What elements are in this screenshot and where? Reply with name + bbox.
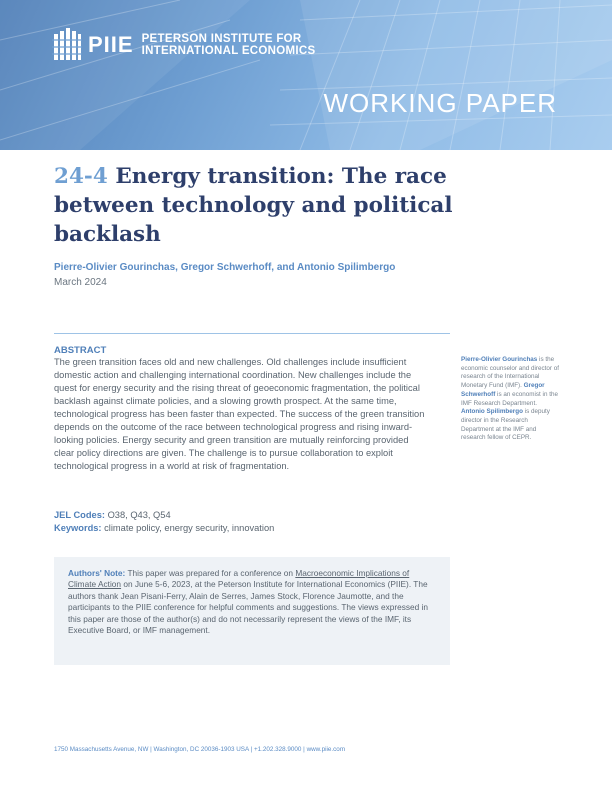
abstract-heading: ABSTRACT (54, 345, 107, 356)
logo-org-name (142, 33, 316, 57)
author3-name: Antonio Spilimbergo (461, 408, 523, 416)
author3-bio: is deputy director in the Research Department at the IMF and research fellow of CEPR. (461, 408, 550, 442)
header-banner (0, 0, 612, 150)
paper-number: 24-4 (54, 164, 108, 189)
keywords (54, 523, 274, 533)
authors-note-label: Authors' Note: (68, 568, 126, 578)
author-bios-sidebar (461, 356, 561, 443)
piie-logo[interactable] (52, 28, 315, 62)
abstract-text: The green transition faces old and new challenges. Old challenges include insufficient domestic action and challenging international coordination. New challenges include the quest for energy security and the rising threat of geoeconomic fragmentation, the political backlash against climate policies, and a slowing growth prospect. At the same time, technological progress has been faster than expected. The success of the green transition depends on the outcome of the race between technological progress and rising inward-looking policies. Energy security and green transition are mutually reinforcing provided clear policy directions are given. The challenge is to pursue collaboration to exploit technological progress in a world at risk of fragmentation. (54, 357, 425, 471)
logo-org-name-line1: PETERSON INSTITUTE FOR (141, 33, 302, 45)
authors-line: Pierre-Olivier Gourinchas, Gregor Schwerhoff, and Antonio Spilimbergo (54, 262, 396, 273)
section-divider (54, 333, 450, 334)
footer-contact: 1750 Massachusetts Avenue, NW | Washington, DC 20036-1903 USA | +1.202.328.9000 | www.piie.com (54, 746, 346, 753)
building-facade-graphic (0, 0, 612, 150)
keywords-value: climate policy, energy security, innovation (104, 523, 275, 533)
paper-title (54, 162, 484, 249)
conference-link[interactable]: Macroeconomic Implications of Climate Action (68, 568, 410, 590)
building-grid-icon (52, 28, 82, 62)
jel-codes (54, 510, 171, 520)
author1-bio: is the economic counselor and director of research of the International Monetary Fund (IMF). (461, 356, 560, 390)
publication-date: March 2024 (54, 277, 107, 288)
keywords-label: Keywords: (54, 523, 102, 533)
series-label: WORKING PAPER (323, 88, 557, 118)
jel-value: O38, Q43, Q54 (107, 510, 171, 520)
logo-acronym: PIIE (88, 32, 134, 57)
authors-note-text-before: This paper was prepared for a conference on (127, 568, 294, 578)
author2-bio: is an economist in the IMF Research Department. (461, 390, 558, 407)
author1-name: Pierre-Olivier Gourinchas (461, 356, 538, 363)
paper-title-text: Energy transition: The race between technology and political backlash (54, 164, 453, 247)
jel-label: JEL Codes: (54, 510, 105, 520)
logo-org-name-line2: INTERNATIONAL ECONOMICS (141, 45, 316, 57)
authors-note-box (54, 557, 450, 665)
author2-name: Gregor Schwerhoff (461, 382, 545, 398)
authors-note-text-after: on June 5-6, 2023, at the Peterson Institute for International Economics (PIIE). The authors thank Jean Pisani-Ferry, Alain de Serres, James Stock, Florence Jaumotte, and the participants to the PIIE conference for helpful comments and suggestions. The views expressed in this paper are those of the author(s) and do not necessarily represent the views of the IMF, its Executive Board, or IMF management. (68, 579, 429, 636)
